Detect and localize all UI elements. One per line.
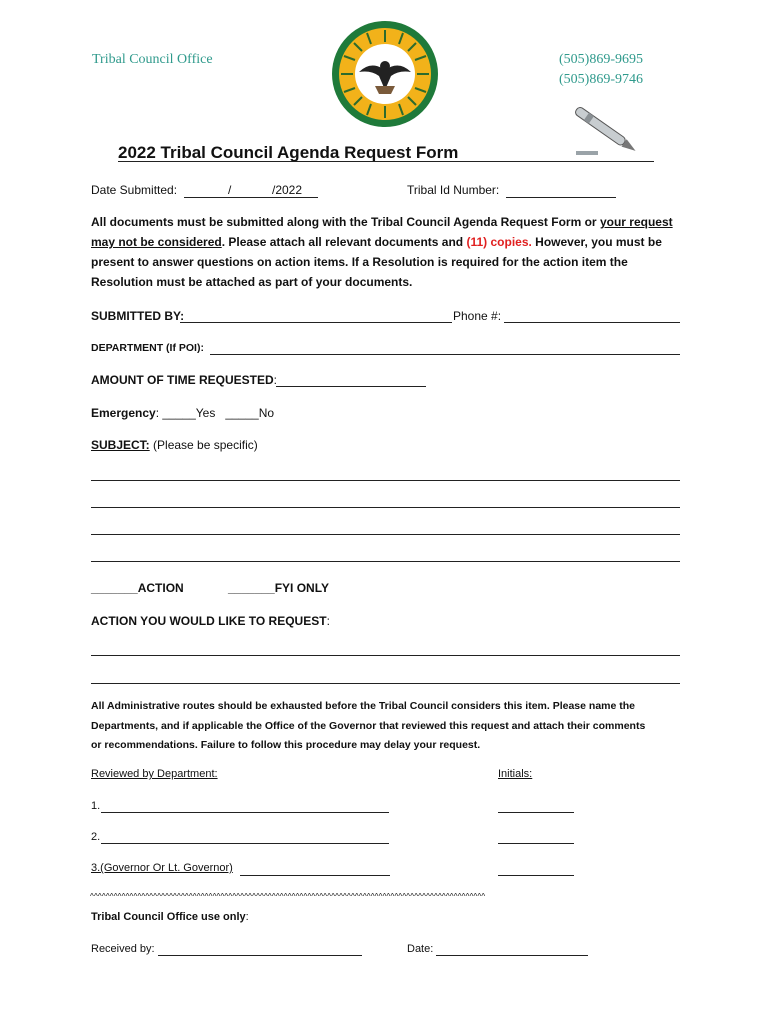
subject-line-3[interactable] <box>91 534 680 535</box>
tribal-id-field[interactable] <box>506 197 616 198</box>
subject-row <box>91 438 258 452</box>
received-by-field[interactable] <box>158 955 362 956</box>
tribal-seal-icon <box>331 20 439 128</box>
date-label: Date: <box>407 943 434 955</box>
submitted-by-label: SUBMITTED BY: <box>91 309 185 323</box>
action-request-text: ACTION YOU WOULD LIKE TO REQUEST <box>91 614 327 628</box>
office-use-text: Tribal Council Office use only <box>91 911 246 923</box>
office-use-label <box>91 911 249 923</box>
subject-label: SUBJECT: <box>91 438 150 452</box>
action-request-colon: : <box>326 614 330 628</box>
fyi-option[interactable]: _______FYI ONLY <box>228 581 329 595</box>
action-request-line-1[interactable] <box>91 655 680 656</box>
routing-note-line-3: or recommendations. Failure to follow this procedure may delay your request. <box>91 739 481 751</box>
instructions-underlined-1: your request <box>599 215 673 229</box>
amount-of-time-field[interactable] <box>276 386 426 387</box>
routing-note-line-1: All Administrative routes should be exhausted before the Tribal Council considers this item. Please name the <box>91 700 635 712</box>
routing-note-line-2: Departments, and if applicable the Office of the Governor that reviewed this request and attach their comments <box>91 719 646 732</box>
action-request-label <box>91 614 330 628</box>
action-request-line-2[interactable] <box>91 683 680 684</box>
review-row-1-initials[interactable] <box>498 812 574 813</box>
date-year: /2022 <box>272 183 303 197</box>
instructions-underlined-2: may not be considered <box>91 235 222 249</box>
amount-of-time-colon: : <box>273 373 278 387</box>
subject-hint: (Please be specific) <box>149 438 258 452</box>
emergency-options[interactable]: : _____Yes _____No <box>155 406 275 420</box>
phone-label: Phone #: <box>453 309 502 323</box>
subject-line-2[interactable] <box>91 507 680 508</box>
instructions-text-4: present to answer questions on action items. If a Resolution is required for the action item the <box>91 255 628 269</box>
review-row-2-department[interactable] <box>101 843 389 844</box>
department-label: DEPARTMENT (If POI): <box>91 342 204 354</box>
review-row-3-label: 3.(Governor Or Lt. Governor) <box>91 862 233 874</box>
date-separator-1: / <box>228 183 232 197</box>
review-row-3-department[interactable] <box>240 875 390 876</box>
instructions-text-5: Resolution must be attached as part of your documents. <box>91 275 413 289</box>
department-field[interactable] <box>210 354 680 355</box>
date-submitted-field[interactable] <box>184 197 318 198</box>
title-underline <box>118 161 654 162</box>
reviewed-by-label: Reviewed by Department: <box>91 768 218 780</box>
instructions-text-1: All documents must be submitted along with the Tribal Council Agenda Request Form or <box>91 215 600 229</box>
amount-of-time-text: AMOUNT OF TIME REQUESTED <box>91 373 274 387</box>
received-by-label: Received by: <box>91 943 155 955</box>
amount-of-time-label <box>91 373 277 387</box>
review-row-1-department[interactable] <box>101 812 389 813</box>
phone-number-1: (505)869-9695 <box>559 52 643 67</box>
date-submitted-label: Date Submitted: <box>91 183 178 197</box>
instructions-text-2: . Please attach all relevant documents and <box>221 235 467 249</box>
review-row-3-initials[interactable] <box>498 875 574 876</box>
office-use-colon: : <box>245 911 249 923</box>
office-name: Tribal Council Office <box>92 52 213 67</box>
phone-field[interactable] <box>504 322 680 323</box>
phone-number-2: (505)869-9746 <box>559 72 643 87</box>
submitted-by-field[interactable] <box>180 322 452 323</box>
emergency-row <box>91 406 274 420</box>
review-row-2-initials[interactable] <box>498 843 574 844</box>
review-row-2-label: 2. <box>91 831 101 843</box>
initials-label: Initials: <box>498 768 533 780</box>
subject-line-1[interactable] <box>91 480 680 481</box>
form-title: 2022 Tribal Council Agenda Request Form <box>118 143 459 162</box>
subject-line-4[interactable] <box>91 561 680 562</box>
date-field[interactable] <box>436 955 588 956</box>
fountain-pen-icon <box>562 105 654 163</box>
caret-divider: ^^^^^^^^^^^^^^^^^^^^^^^^^^^^^^^^^^^^^^^^^^^^^^^^^^^^^^^^^^^^^^^^^^^^^^^^^^^^^^^^^^^^^^^^^^^^^^^^^^^^ <box>90 892 486 901</box>
tribal-id-label: Tribal Id Number: <box>407 183 500 197</box>
action-option[interactable]: _______ACTION <box>91 581 184 595</box>
instructions-paragraph <box>91 212 691 292</box>
emergency-label: Emergency <box>91 406 156 420</box>
instructions-text-3: However, you must be <box>531 235 662 249</box>
review-row-1-label: 1. <box>91 800 101 812</box>
routing-note <box>91 697 691 756</box>
copies-highlight: (11) copies. <box>466 235 532 249</box>
